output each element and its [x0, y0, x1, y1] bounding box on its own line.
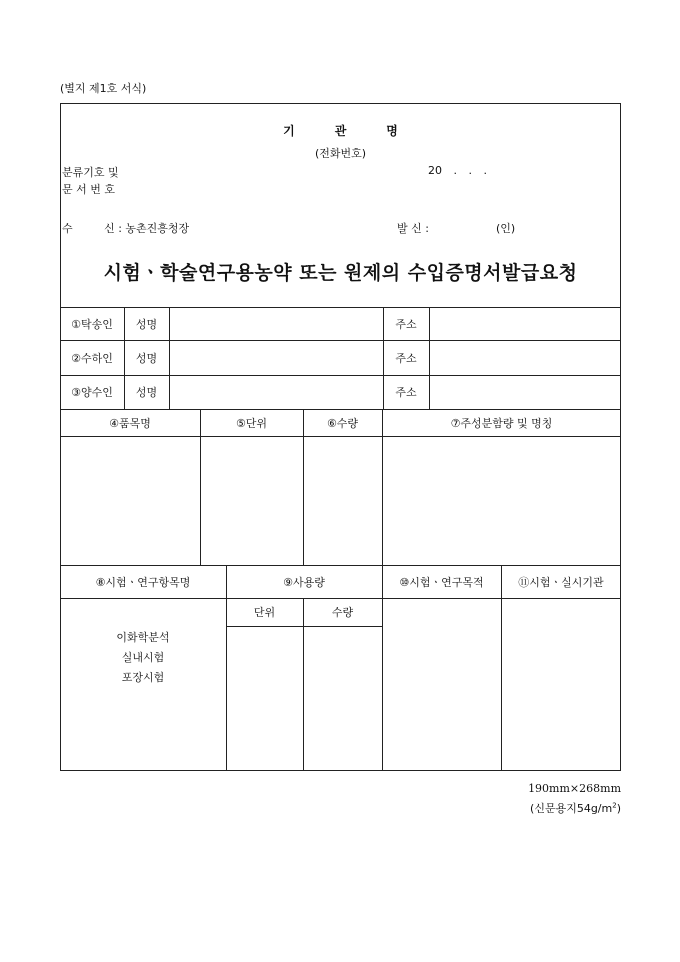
- header-test-item: ⑧시험ㆍ연구항목명: [95, 575, 191, 589]
- usage-unit-field[interactable]: [227, 627, 303, 771]
- party-label-shipper: ①탁송인: [71, 317, 113, 331]
- list-item: 실내시험: [121, 651, 165, 664]
- quantity-field[interactable]: [304, 437, 382, 565]
- item-name-field[interactable]: [61, 437, 200, 565]
- usage-quantity-field[interactable]: [304, 627, 382, 771]
- header-usage: ⑨사용량: [283, 575, 325, 589]
- classification-label-2: 문 서 번 호: [62, 183, 115, 196]
- header-purpose: ⑩시험ㆍ연구목적: [399, 575, 484, 589]
- consignee-address-field[interactable]: [430, 340, 621, 375]
- header-ingredient: ⑦주성분함량 및 명칭: [450, 416, 553, 430]
- sender-label: 발 신 :: [397, 222, 429, 235]
- institution-field[interactable]: [502, 599, 621, 771]
- paper-size: 190mm×268mm: [528, 782, 621, 795]
- date-text: 20 . . .: [428, 164, 487, 177]
- form-reference: (별지 제1호 서식): [60, 82, 147, 95]
- phone-label: (전화번호): [314, 147, 367, 160]
- paper-type: (신문용지$54g/m^2$): [530, 801, 621, 815]
- transferee-name-field[interactable]: [170, 375, 383, 409]
- party-label-consignee: ②수하인: [71, 351, 113, 365]
- list-item: 이화학분석: [116, 631, 170, 644]
- form-title: 시험ㆍ학술연구용농약 또는 원제의 수입증명서발급요청: [103, 262, 578, 284]
- test-item-list: [60, 628, 226, 688]
- header-quantity: ⑥수량: [326, 416, 359, 430]
- shipper-address-field[interactable]: [430, 307, 621, 340]
- party-name-label: 성명: [135, 351, 158, 365]
- header-unit: ⑤단위: [235, 416, 268, 430]
- recipient-label: 수 신 : 농촌진흥청장: [62, 222, 190, 235]
- seal-label: (인): [496, 222, 516, 235]
- party-address-label: 주소: [395, 386, 417, 399]
- ingredient-field[interactable]: [383, 437, 621, 565]
- consignee-name-field[interactable]: [170, 340, 383, 375]
- classification-label-1: 분류기호 및: [62, 166, 119, 179]
- transferee-address-field[interactable]: [430, 375, 621, 409]
- list-item: 포장시험: [121, 671, 165, 684]
- header-usage-unit: 단위: [253, 606, 276, 619]
- purpose-field[interactable]: [383, 599, 501, 771]
- party-label-transferee: ③양수인: [71, 386, 113, 399]
- shipper-name-field[interactable]: [170, 307, 383, 340]
- party-name-label: 성명: [135, 386, 158, 399]
- unit-field[interactable]: [201, 437, 303, 565]
- party-name-label: 성명: [135, 317, 158, 331]
- party-address-label: 주소: [395, 351, 417, 365]
- header-item-name: ④품목명: [109, 416, 151, 430]
- org-name: 기관명: [283, 124, 438, 138]
- party-address-label: 주소: [395, 317, 417, 331]
- header-institution: ⑪시험ㆍ실시기관: [518, 575, 604, 589]
- header-usage-quantity: 수량: [331, 606, 354, 619]
